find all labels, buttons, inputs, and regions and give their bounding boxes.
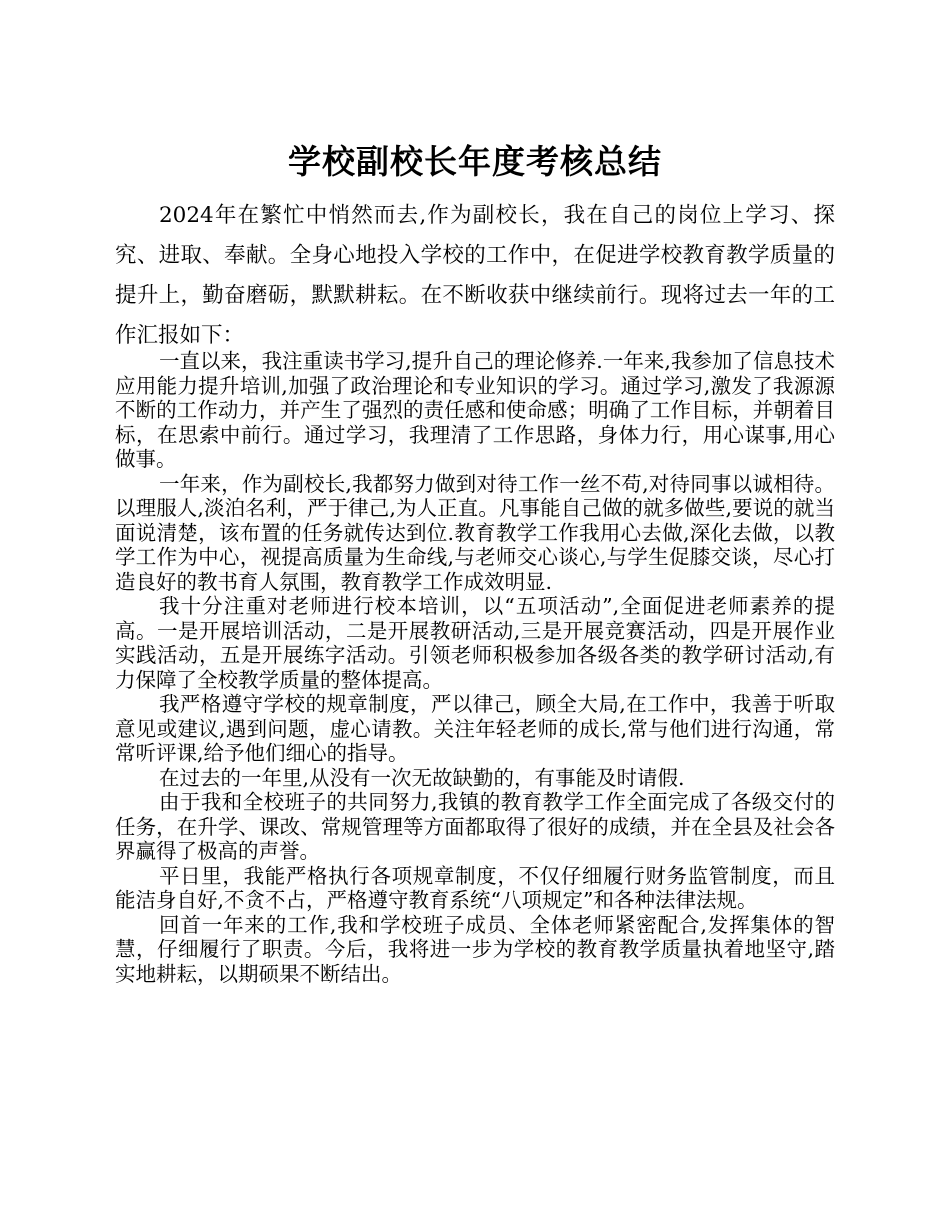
- body-paragraph: 平日里，我能严格执行各项规章制度，不仅仔细履行财务监管制度，而且能洁身自好,不贪不占，严格遵守教育系统“八项规定”和各种法律法规。: [115, 863, 835, 912]
- body-paragraph: 在过去的一年里,从没有一次无故缺勤的，有事能及时请假.: [159, 765, 685, 790]
- body-paragraph: 一年来，作为副校长,我都努力做到对待工作一丝不苟,对待同事以诚相待。以理服人,淡泊名利，严于律己,为人正直。凡事能自己做的就多做些,要说的就当面说清楚，该布置的任务就传达到位.教育教学工作我用心去做,深化去做，以教学工作为中心，视提高质量为生命线,与老师交心谈心,与学生促膝交谈，尽心打造良好的教书育人氛围，教育教学工作成效明显.: [115, 471, 835, 594]
- body-paragraph: 回首一年来的工作,我和学校班子成员、全体老师紧密配合,发挥集体的智慧，仔细履行了职责。今后，我将进一步为学校的教育教学质量执着地坚守,踏实地耕耘，以期硕果不断结出。: [115, 912, 835, 986]
- intro-paragraph: 2024年在繁忙中悄然而去,作为副校长，我在自己的岗位上学习、探究、进取、奉献。全身心地投入学校的工作中，在促进学校教育教学质量的提升上，勤奋磨砺，默默耕耘。在不断收获中继续前行。现将过去一年的工作汇报如下：: [115, 203, 835, 348]
- body-paragraph: 我严格遵守学校的规章制度，严以律己，顾全大局,在工作中，我善于听取意见或建议,遇到问题，虚心请教。关注年轻老师的成长,常与他们进行沟通，常常听评课,给予他们细心的指导。: [115, 692, 835, 765]
- document-body: [115, 349, 835, 986]
- document-title: 学校副校长年度考核总结: [288, 142, 662, 181]
- body-paragraph: 我十分注重对老师进行校本培训，以“五项活动”,全面促进老师素养的提高。一是开展培训活动，二是开展教研活动,三是开展竞赛活动，四是开展作业实践活动，五是开展练字活动。引领老师积极参加各级各类的教学研讨活动,有力保障了全校教学质量的整体提高。: [115, 594, 835, 692]
- body-paragraph: 一直以来，我注重读书学习,提升自己的理论修养.一年来,我参加了信息技术应用能力提升培训,加强了政治理论和专业知识的学习。通过学习,激发了我源源不断的工作动力，并产生了强烈的责任感和使命感；明确了工作目标，并朝着目标，在思索中前行。通过学习，我理清了工作思路，身体力行，用心谋事,用心做事。: [115, 349, 835, 471]
- body-paragraph: 由于我和全校班子的共同努力,我镇的教育教学工作全面完成了各级交付的任务，在升学、课改、常规管理等方面都取得了很好的成绩，并在全县及社会各界赢得了极高的声誉。: [115, 790, 835, 863]
